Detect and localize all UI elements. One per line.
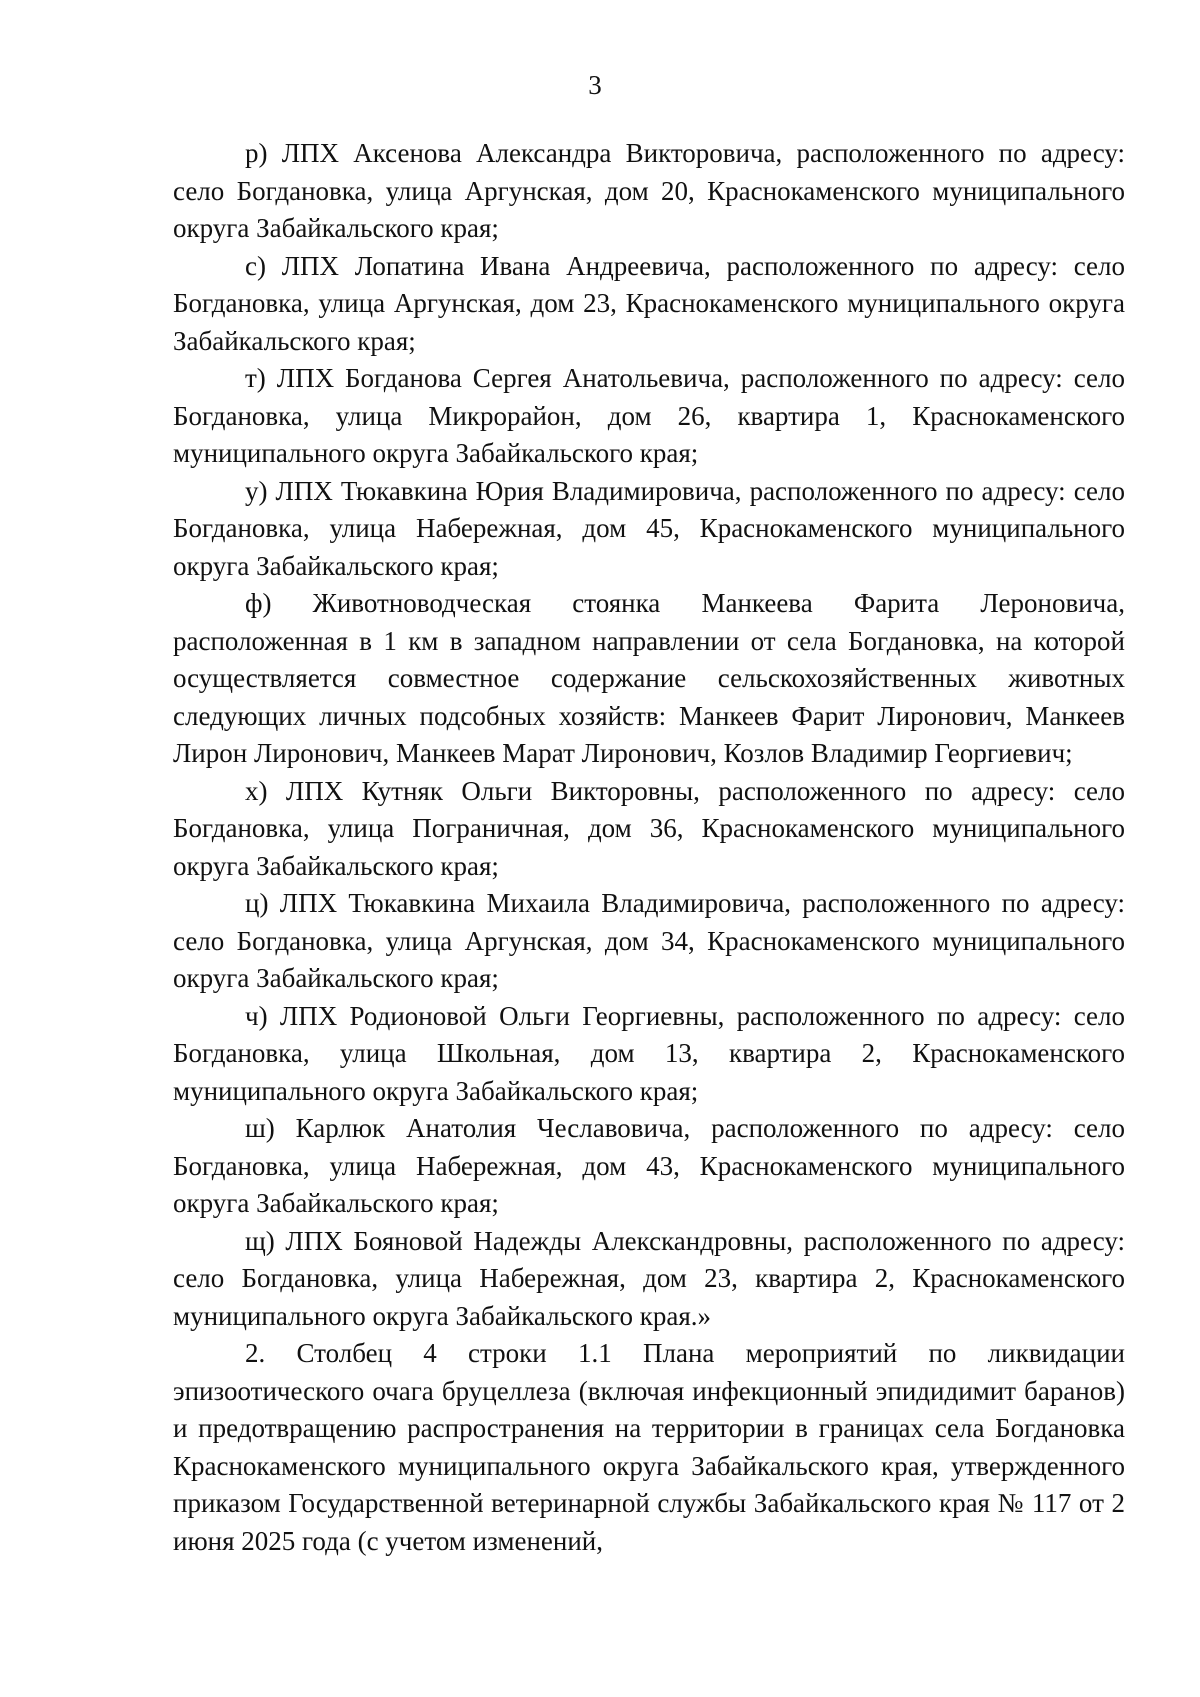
list-item-r: р) ЛПХ Аксенова Александра Викторовича, расположенного по адресу: село Богдановка, улица Аргунская, дом 20, Краснокаменского муниципального округа Забайкальского края;: [173, 138, 1125, 243]
list-item-ts: ц) ЛПХ Тюкавкина Михаила Владимировича, расположенного по адресу: село Богдановка, улица Аргунская, дом 34, Краснокаменского муниципального округа Забайкальского края;: [173, 888, 1125, 993]
page-number: 3: [588, 70, 602, 100]
list-item-kh: х) ЛПХ Кутняк Ольги Викторовны, расположенного по адресу: село Богдановка, улица Пограничная, дом 36, Краснокаменского муниципального округа Забайкальского края;: [173, 775, 1125, 881]
section-2-paragraph: 2. Столбец 4 строки 1.1 Плана мероприятий по ликвидации эпизоотического очага бруцеллеза (включая инфекционный эпидидимит баранов) и предотвращению распространения на территории в границах села Богдановка Краснокаменского муниципального округа Забайкальского края, утвержденного приказом Государственной ветеринарной службы Забайкальского края № 117 от 2 июня 2025 года (с учетом изменений,: [173, 1338, 1125, 1556]
list-item-u: у) ЛПХ Тюкавкина Юрия Владимировича, расположенного по адресу: село Богдановка, улица Набережная, дом 45, Краснокаменского муниципального округа Забайкальского края;: [173, 475, 1125, 581]
document-body: [173, 135, 1125, 1560]
list-item-shch: щ) ЛПХ Бояновой Надежды Алекскандровны, расположенного по адресу: село Богдановка, улица Набережная, дом 23, квартира 2, Краснокаменского муниципального округа Забайкальского края.»: [173, 1225, 1125, 1331]
list-item-f: ф) Животноводческая стоянка Манкеева Фарита Лероновича, расположенная в 1 км в западном направлении от села Богдановка, на которой осуществляется совместное содержание сельскохозяйственных животных следующих личных подсобных хозяйств: Манкеев Фарит Лиронович, Манкеев Лирон Лиронович, Манкеев Марат Лиронович, Козлов Владимир Георгиевич;: [173, 588, 1125, 768]
list-item-ch: ч) ЛПХ Родионовой Ольги Георгиевны, расположенного по адресу: село Богдановка, улица Школьная, дом 13, квартира 2, Краснокаменского муниципального округа Забайкальского края;: [173, 1000, 1125, 1106]
list-item-t: т) ЛПХ Богданова Сергея Анатольевича, расположенного по адресу: село Богдановка, улица Микрорайон, дом 26, квартира 1, Краснокаменского муниципального округа Забайкальского края;: [173, 363, 1125, 468]
list-item-s: с) ЛПХ Лопатина Ивана Андреевича, расположенного по адресу: село Богдановка, улица Аргунская, дом 23, Краснокаменского муниципального округа Забайкальского края;: [173, 250, 1125, 356]
list-item-sh: ш) Карлюк Анатолия Чеславовича, расположенного по адресу: село Богдановка, улица Набережная, дом 43, Краснокаменского муниципального округа Забайкальского края;: [173, 1113, 1125, 1218]
